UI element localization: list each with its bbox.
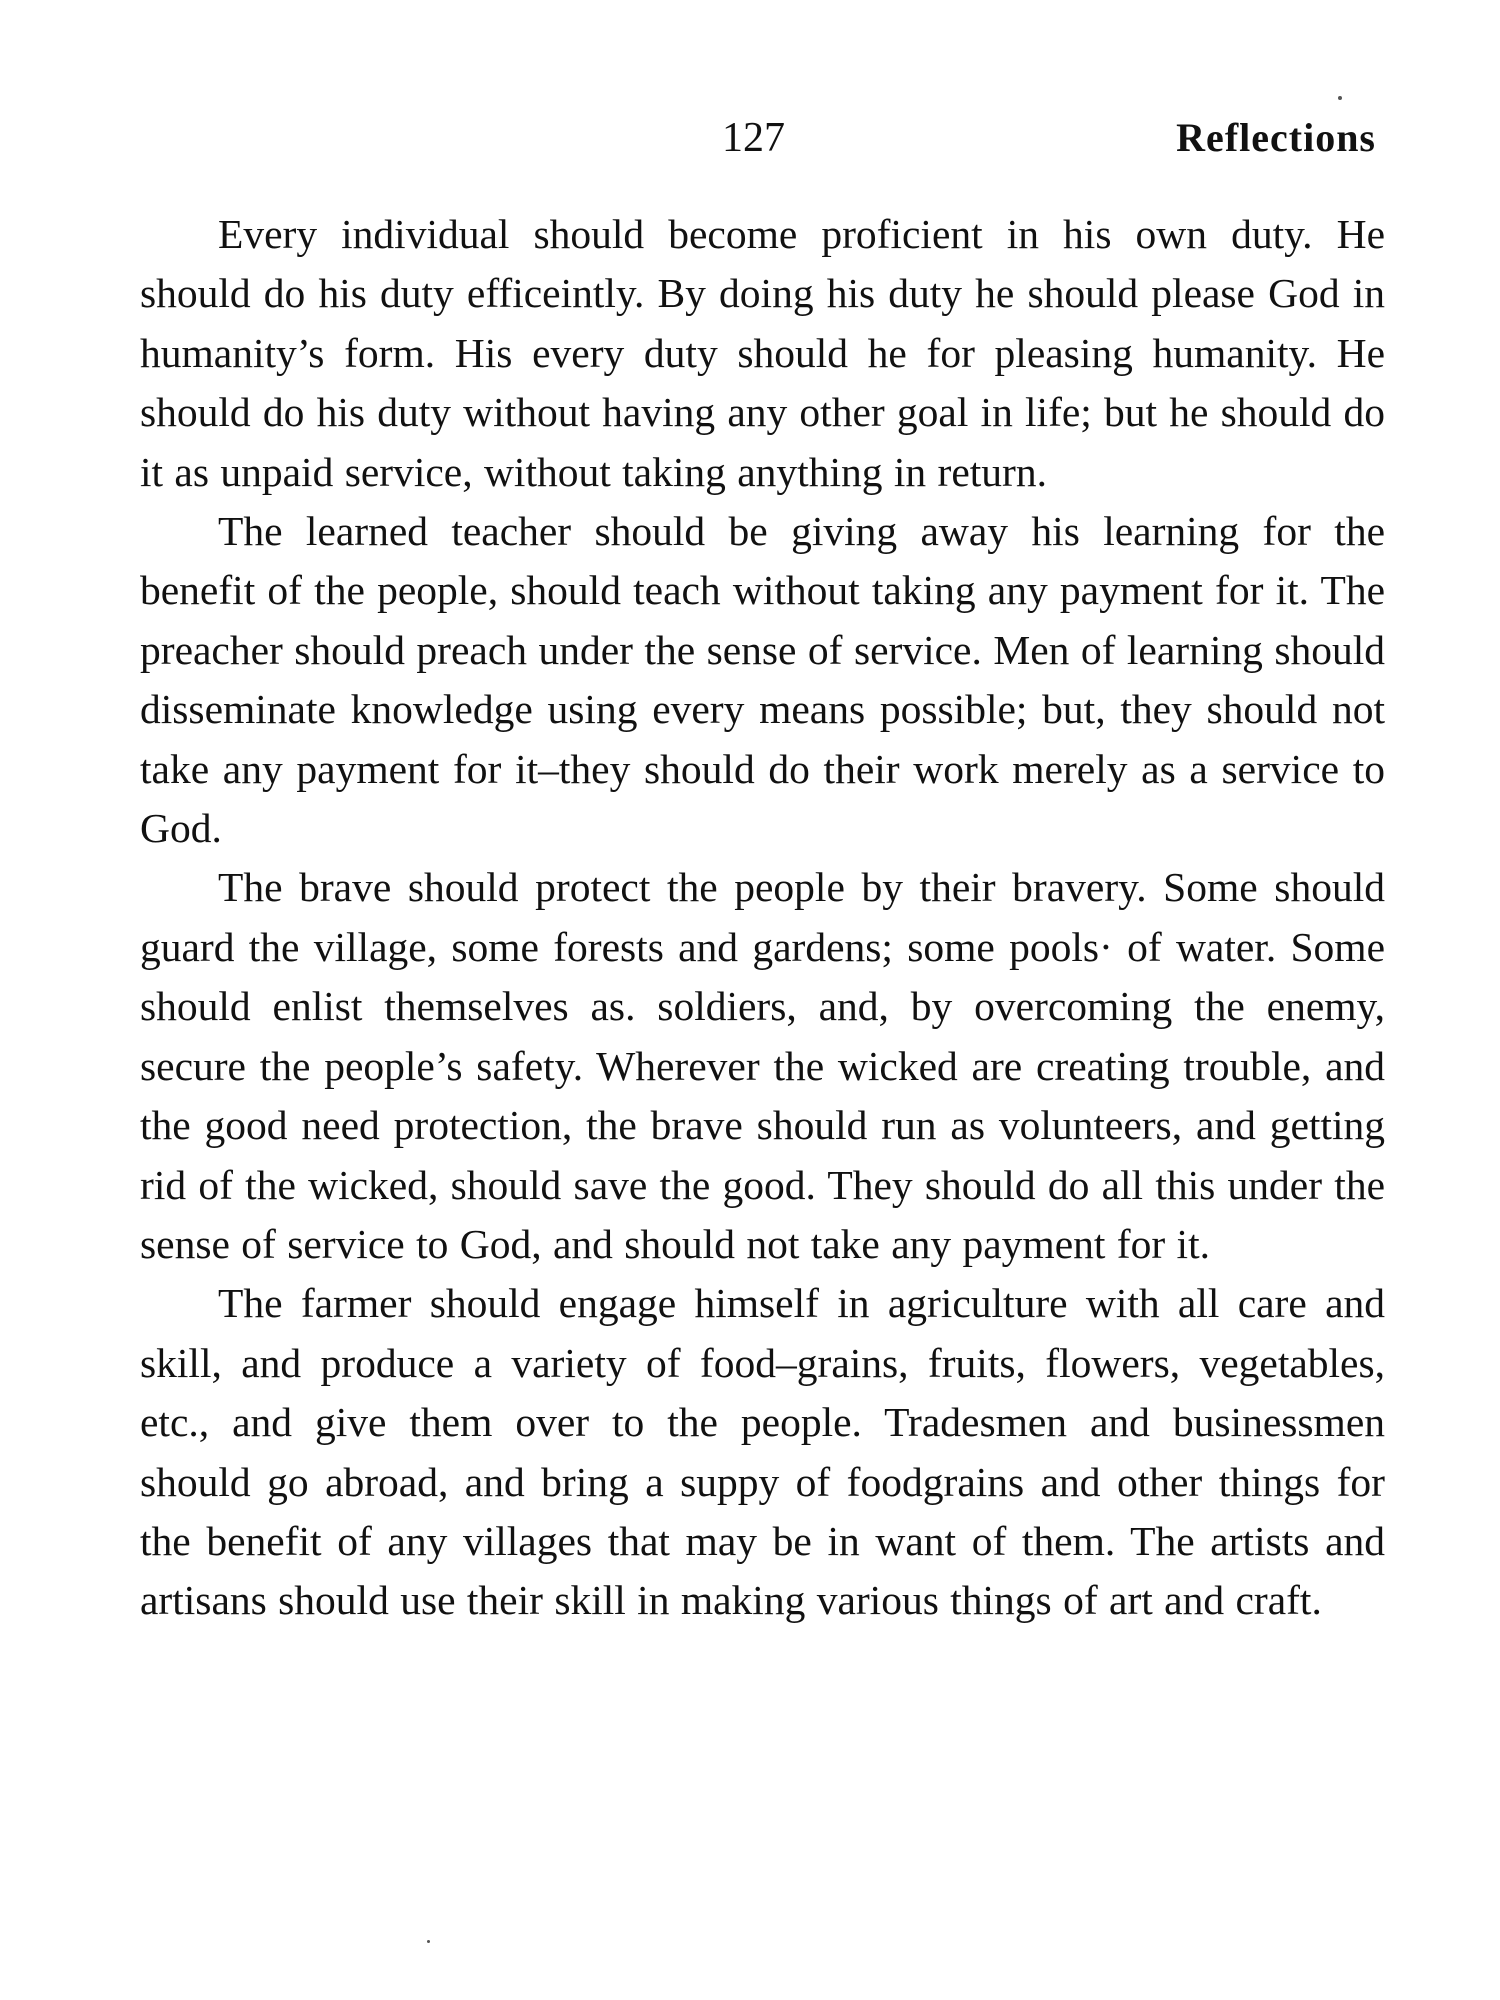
- paragraph-duty: Every individual should become proficient in his own duty. He should do his duty efficeintly. By doing his duty he should please God in humanity’s form. His every duty should he for pleasing humanity. He should do his duty without having any other goal in life; but he should do it as unpaid service, without taking anything in return.: [140, 211, 1385, 495]
- scan-speck: [427, 1940, 430, 1943]
- scan-speck: [1338, 96, 1342, 100]
- running-head: [0, 108, 1500, 168]
- paragraph-brave: The brave should protect the people by their bravery. Some should guard the village, some forests and gardens; some pools· of water. Some should enlist themselves as. soldiers, and, by overcoming the enemy, secure the people’s safety. Wherever the wicked are creating trouble, and the good need protection, the brave should run as volunteers, and getting rid of the wicked, should save the good. They should do all this under the sense of service to God, and should not take any payment for it.: [140, 864, 1385, 1267]
- page-number: 127: [722, 115, 785, 161]
- paragraph-farmer: The farmer should engage himself in agriculture with all care and skill, and produce a variety of food–grains, fruits, flowers, vegetables, etc., and give them over to the people. Tradesmen and businessmen should go abroad, and bring a suppy of foodgrains and other things for the benefit of any villages that may be in want of them. The artists and artisans should use their skill in making various things of art and craft.: [140, 1280, 1385, 1624]
- running-title: Reflections: [1176, 115, 1376, 160]
- paragraph-teacher: The learned teacher should be giving away his learning for the benefit of the people, should teach without taking any payment for it. The preacher should preach under the sense of service. Men of learning should disseminate knowledge using every means possible; but, they should not take any payment for it–they should do their work merely as a service to God.: [140, 508, 1385, 852]
- body-text: [140, 205, 1385, 1631]
